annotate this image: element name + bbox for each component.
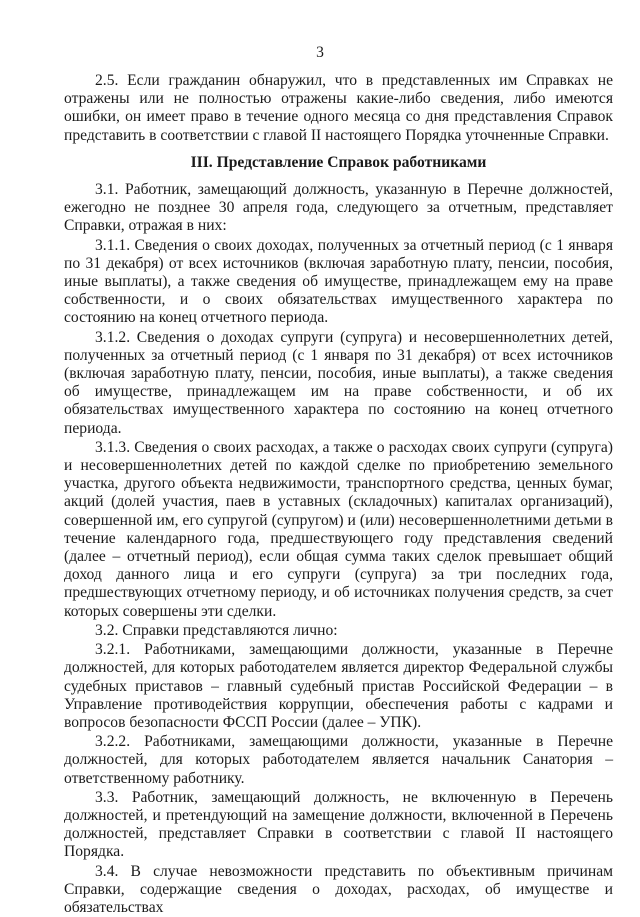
paragraph-3-2-2: 3.2.2. Работниками, замещающими должности, указанные в Перечне должностей, для которых работодателем является начальник Санатория – ответственному работнику. [64, 733, 613, 787]
page-number: 3 [316, 44, 324, 61]
paragraph-3-4: 3.4. В случае невозможности представить по объективным причинам Справки, содержащие сведения о доходах, расходах, об имуществе и обязательствах [64, 862, 613, 916]
paragraph-3-1: 3.1. Работник, замещающий должность, указанную в Перечне должностей, ежегодно не позднее 30 апреля года, следующего за отчетным, представляет Справки, отражая в них: [64, 181, 613, 235]
paragraph-3-1-3: 3.1.3. Сведения о своих расходах, а также о расходах своих супруги (супруга) и несовершеннолетних детей по каждой сделке по приобретению земельного участка, другого объекта недвижимости, транспортного средства, ценных бумаг, акций (долей участия, паев в уставных (складочных) капиталах организаций), совершенной им, его супругой (супругом) и (или) несовершеннолетними детьми в течение календарного года, предшествующего году представления сведений (далее – отчетный период), если общая сумма таких сделок превышает общий доход данного лица и его супруги (супруга) за три последних года, предшествующих отчетному периоду, и об источниках получения средств, за счет которых совершены эти сделки. [64, 438, 613, 620]
document-body [64, 72, 613, 917]
paragraph-3-2-1: 3.2.1. Работниками, замещающими должности, указанные в Перечне должностей, для которых работодателем является директор Федеральной службы судебных приставов – главный судебный пристав Российской Федерации – в Управление противодействия коррупции, обеспечения работы с кадрами и вопросов безопасности ФССП России (далее – УПК). [64, 641, 613, 731]
paragraph-3-3: 3.3. Работник, замещающий должность, не включенную в Перечень должностей, и претендующий на замещение должности, включенной в Перечень должностей, представляет Справки в соответствии с главой II настоящего Порядка. [64, 788, 613, 861]
paragraph-3-1-1: 3.1.1. Сведения о своих доходах, полученных за отчетный период (с 1 января по 31 декабря) от всех источников (включая заработную плату, пенсии, пособия, иные выплаты), а также сведения об имуществе, принадлежащем ему на праве собственности, и о своих обязательствах имущественного характера по состоянию на конец отчетного периода. [64, 236, 613, 327]
paragraph-2-5: 2.5. Если гражданин обнаружил, что в представленных им Справках не отражены или не полностью отражены какие-либо сведения, либо имеются ошибки, он имеет право в течение одного месяца со дня представления Справок представить в соответствии с главой II настоящего Порядка уточненные Справки. [64, 72, 613, 144]
section-title: III. Представление Справок работниками [190, 153, 487, 171]
paragraph-3-2: 3.2. Справки представляются лично: [95, 621, 338, 639]
paragraph-3-1-2: 3.1.2. Сведения о доходах супруги (супруга) и несовершеннолетних детей, полученных за отчетный период (с 1 января по 31 декабря) от всех источников (включая заработную плату, пенсии, пособия, иные выплаты), а также сведения об имуществе, принадлежащем им на праве собственности, и об их обязательствах имущественного характера по состоянию на конец отчетного периода. [64, 328, 613, 437]
